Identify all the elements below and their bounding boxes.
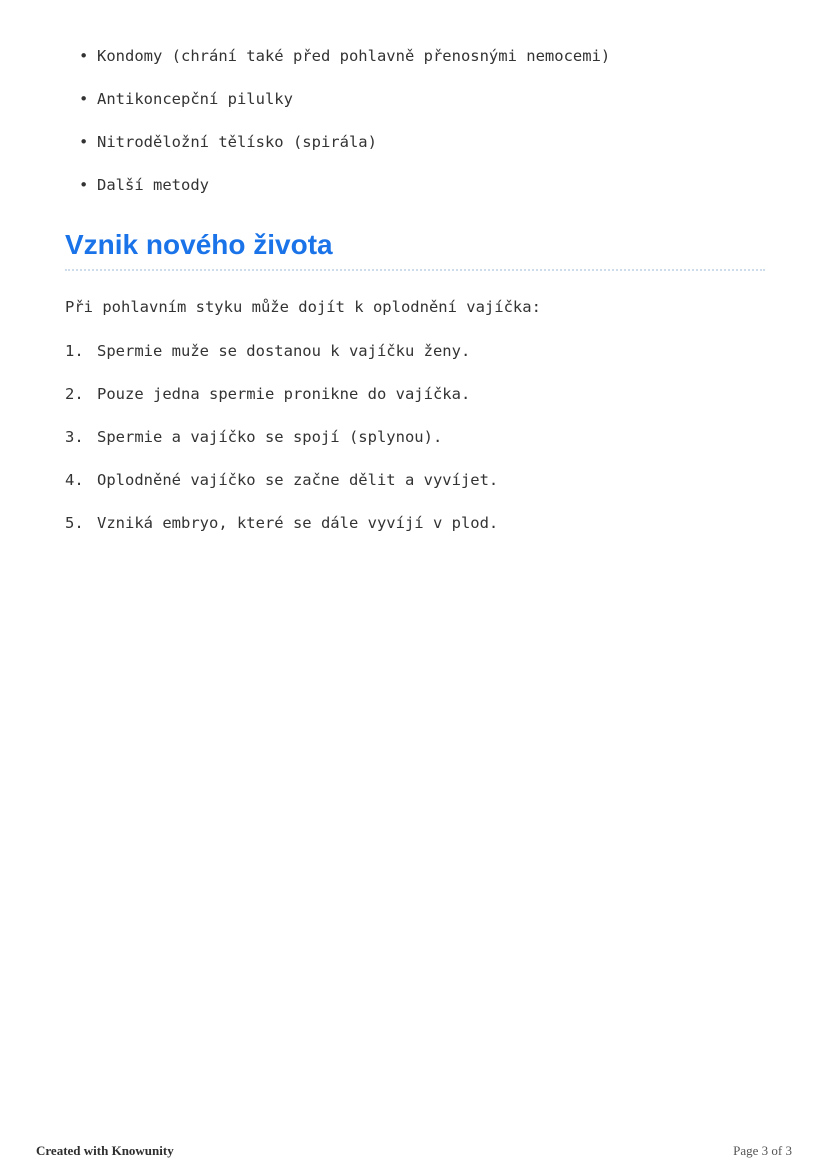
numbered-list	[65, 341, 765, 533]
list-item: • Antikoncepční pilulky	[65, 89, 765, 109]
list-item: • Nitroděložní tělísko (spirála)	[65, 132, 765, 152]
page-number: Page 3 of 3	[733, 1143, 792, 1158]
document-content	[65, 46, 765, 556]
list-item: Spermie muže se dostanou k vajíčku ženy.	[97, 342, 471, 360]
intro-paragraph: Při pohlavním styku může dojít k oplodnění vajíčka:	[65, 298, 541, 316]
bullet-list	[65, 46, 765, 195]
list-item: • Další metody	[65, 175, 765, 195]
list-item: Oplodněné vajíčko se začne dělit a vyvíjet.	[97, 471, 499, 489]
footer-branding: Created with Knowunity	[36, 1143, 174, 1158]
section-heading: Vznik nového života	[65, 229, 333, 260]
list-item: Vzniká embryo, které se dále vyvíjí v plod.	[97, 514, 499, 532]
heading-divider	[65, 269, 765, 271]
list-item: Spermie a vajíčko se spojí (splynou).	[97, 428, 443, 446]
page-footer	[36, 1143, 792, 1159]
list-item: • Kondomy (chrání také před pohlavně přenosnými nemocemi)	[65, 46, 765, 66]
list-item: Pouze jedna spermie pronikne do vajíčka.	[97, 385, 471, 403]
